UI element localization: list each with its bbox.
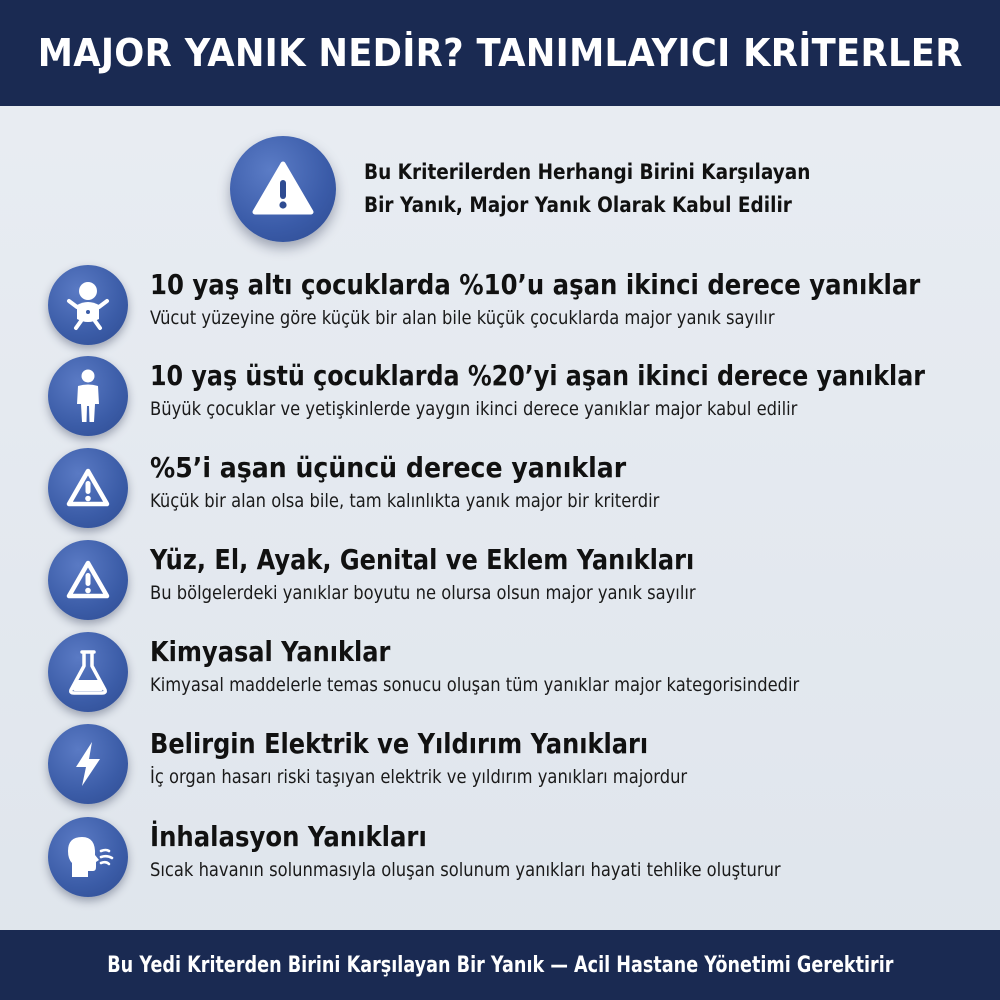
- warning-triangle-icon: [48, 448, 128, 528]
- criterion-description: Kimyasal maddelerle temas sonucu oluşan tüm yanıklar major kategorisindedir: [150, 674, 800, 696]
- criterion-item: [0, 815, 1000, 901]
- criterion-item: [0, 263, 1000, 349]
- criterion-item: [0, 354, 1000, 440]
- criterion-title: Kimyasal Yanıklar: [150, 635, 391, 668]
- criterion-description: Bu bölgelerdeki yanıklar boyutu ne olursa olsun major yanık sayılır: [150, 582, 696, 604]
- page-title: MAJOR YANIK NEDİR? TANIMLAYICI KRİTERLER: [37, 31, 963, 75]
- footer-bar: [0, 930, 1000, 1000]
- criterion-description: Sıcak havanın solunmasıyla oluşan solunum yanıkları hayati tehlike oluşturur: [150, 859, 781, 881]
- criterion-description: İç organ hasarı riski taşıyan elektrik ve yıldırım yanıkları majordur: [150, 766, 688, 788]
- lightning-bolt-icon: [48, 724, 128, 804]
- breathing-head-icon: [48, 817, 128, 897]
- intro-statement: [364, 156, 924, 222]
- criterion-title: Belirgin Elektrik ve Yıldırım Yanıkları: [150, 727, 649, 760]
- baby-icon: [48, 265, 128, 345]
- criterion-description: Küçük bir alan olsa bile, tam kalınlıkta yanık major bir kriterdir: [150, 490, 660, 512]
- criterion-title: İnhalasyon Yanıkları: [150, 820, 427, 853]
- criterion-title: 10 yaş üstü çocuklarda %20’yi aşan ikinci derece yanıklar: [150, 359, 926, 392]
- criterion-title: Yüz, El, Ayak, Genital ve Eklem Yanıkları: [150, 543, 695, 576]
- intro-line-2: Bir Yanık, Major Yanık Olarak Kabul Edilir: [364, 193, 792, 217]
- person-icon: [48, 356, 128, 436]
- warning-triangle-icon: [230, 136, 336, 242]
- criterion-item: [0, 630, 1000, 716]
- intro-callout: [218, 132, 898, 248]
- footer-text: Bu Yedi Kriterden Birini Karşılayan Bir Yanık — Acil Hastane Yönetimi Gerektirir: [106, 952, 894, 978]
- criterion-title: 10 yaş altı çocuklarda %10’u aşan ikinci derece yanıklar: [150, 268, 921, 301]
- intro-line-1: Bu Kriterilerden Herhangi Birini Karşılayan: [364, 160, 811, 184]
- criterion-description: Büyük çocuklar ve yetişkinlerde yaygın ikinci derece yanıklar major kabul edilir: [150, 398, 798, 420]
- header-bar: [0, 0, 1000, 106]
- warning-triangle-icon: [48, 540, 128, 620]
- flask-icon: [48, 632, 128, 712]
- criterion-title: %5’i aşan üçüncü derece yanıklar: [150, 451, 627, 484]
- criterion-item: [0, 446, 1000, 532]
- criterion-item: [0, 722, 1000, 808]
- criterion-description: Vücut yüzeyine göre küçük bir alan bile küçük çocuklarda major yanık sayılır: [150, 307, 775, 329]
- criterion-item: [0, 538, 1000, 624]
